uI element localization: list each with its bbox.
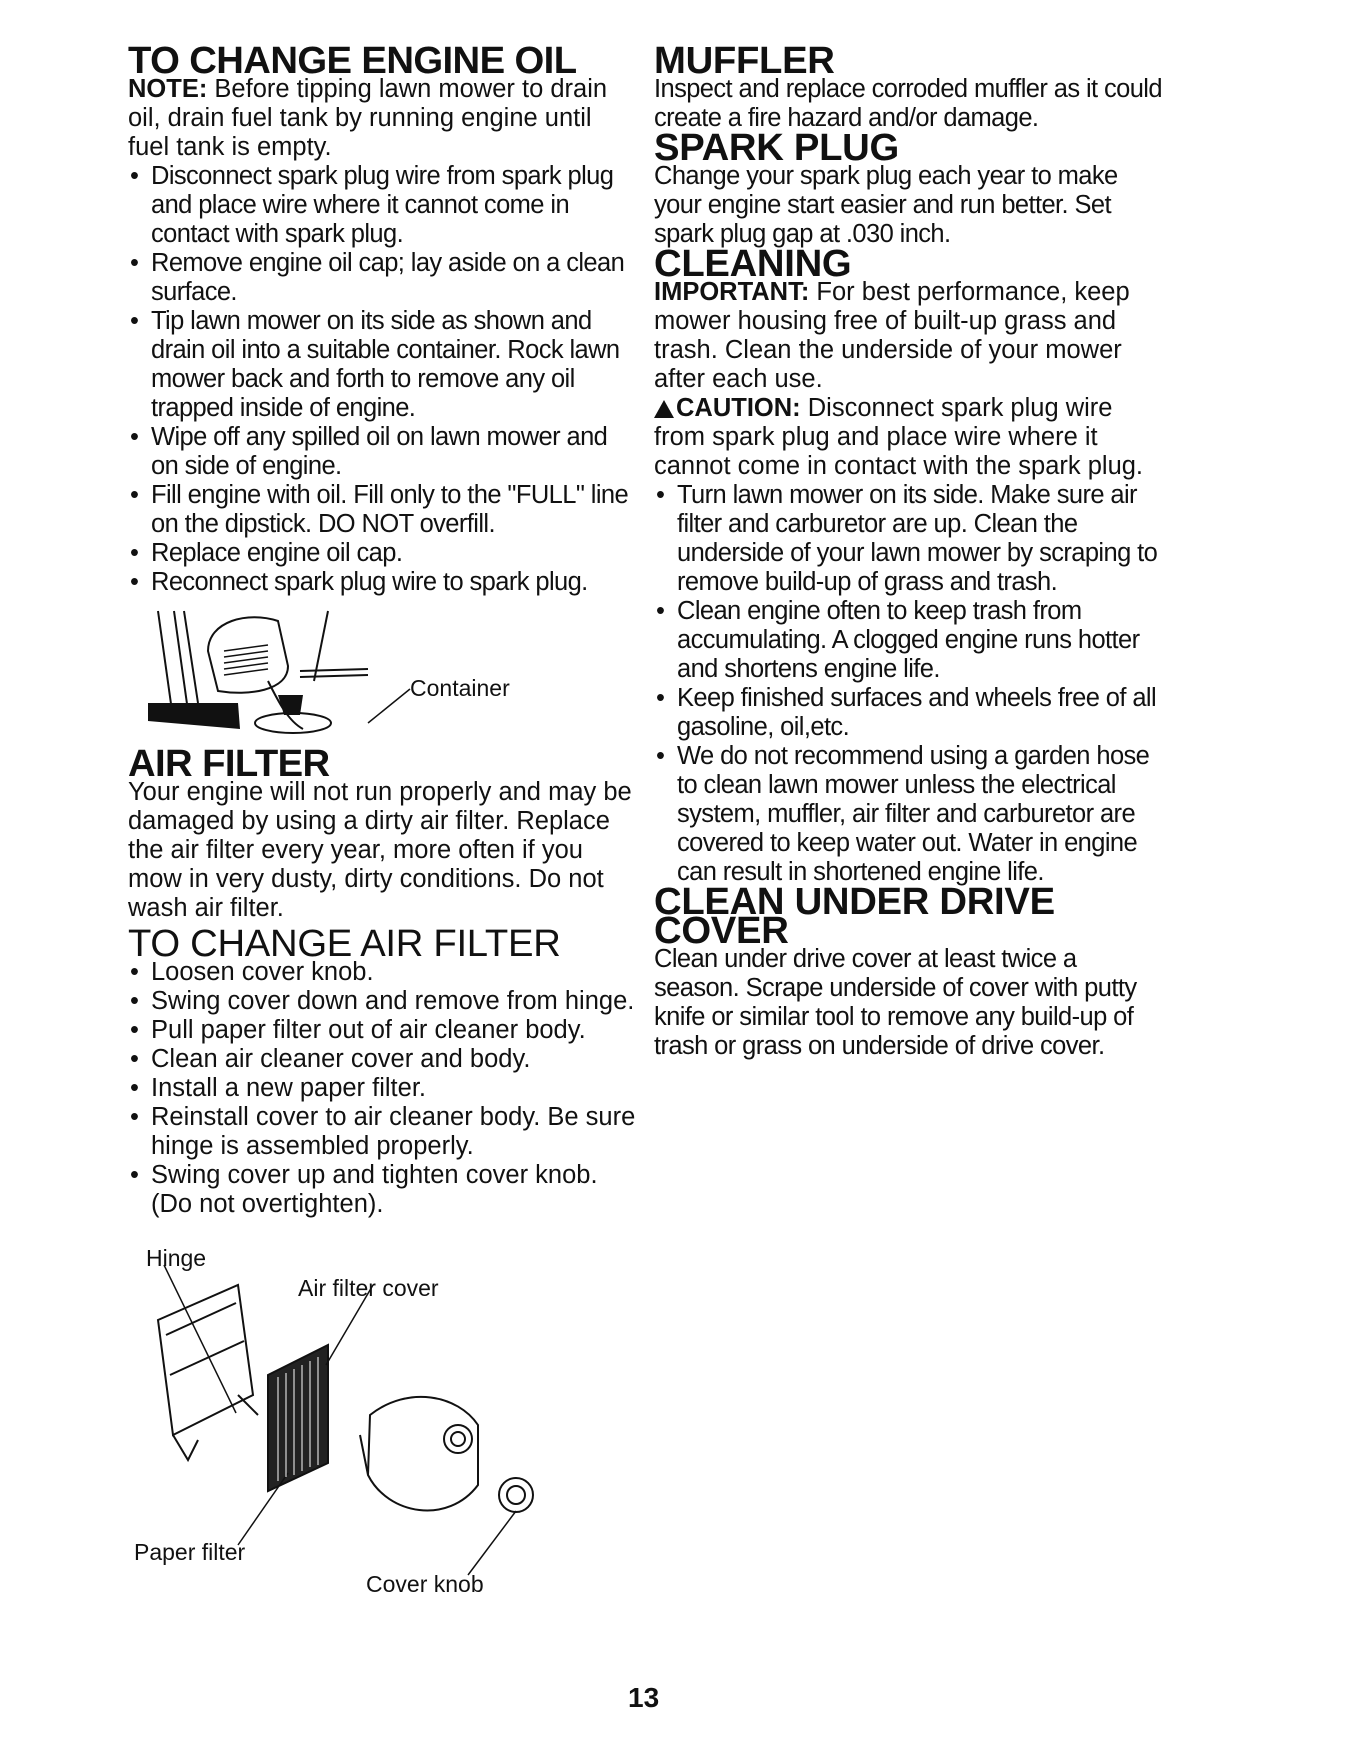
right-column xyxy=(654,39,1162,1061)
air-filter-heading: AIR FILTER xyxy=(128,742,330,785)
list-item: • Clean air cleaner cover and body. xyxy=(128,1045,638,1074)
list-item: • Swing cover up and tighten cover knob. (Do not overtighten). xyxy=(128,1161,638,1219)
filter-steps xyxy=(128,958,638,1219)
air-filter-cover-label: Air filter cover xyxy=(298,1275,439,1301)
list-item: • Wipe off any spilled oil on lawn mower and on side of engine. xyxy=(128,423,638,481)
list-item: • Pull paper filter out of air cleaner body. xyxy=(128,1016,638,1045)
cover-knob-label: Cover knob xyxy=(366,1571,484,1597)
paper-filter-label: Paper filter xyxy=(134,1539,246,1565)
list-item: • Fill engine with oil. Fill only to the "FULL" line on the dipstick. DO NOT overfill. xyxy=(128,481,638,539)
important-paragraph xyxy=(654,278,1162,394)
muffler-text: Inspect and replace corroded muffler as it could create a fire hazard and/or damage. xyxy=(654,75,1162,132)
important-text: For best performance, keep mower housing free of built-up grass and trash. Clean the underside of your mower after each use. xyxy=(654,278,1130,393)
list-item: • Swing cover down and remove from hinge. xyxy=(128,987,638,1016)
muffler-heading: MUFFLER xyxy=(654,39,835,82)
list-item: • Clean engine often to keep trash from accumulating. A clogged engine runs hotter and shortens engine life. xyxy=(654,597,1162,684)
spark-plug-text: Change your spark plug each year to make your engine start easier and run better. Set spark plug gap at .030 inch. xyxy=(654,162,1118,248)
list-item: • Turn lawn mower on its side. Make sure air filter and carburetor are up. Clean the underside of your lawn mower by scraping to remove build-up of grass and trash. xyxy=(654,481,1162,597)
warning-icon xyxy=(654,400,674,418)
list-item: • We do not recommend using a garden hose to clean lawn mower unless the electrical system, muffler, air filter and carburetor are covered to keep water out. Water in engine can result in shortened engine life. xyxy=(654,742,1162,887)
cleaning-heading: CLEANING xyxy=(654,242,852,285)
air-filter-illustration xyxy=(128,1245,638,1605)
note-text: Before tipping lawn mower to drain oil, drain fuel tank by running engine until fuel tank is empty. xyxy=(128,75,608,161)
drive-cover-text: Clean under drive cover at least twice a season. Scrape underside of cover with putty knife or similar tool to remove any build-up of trash or grass on underside of drive cover. xyxy=(654,945,1137,1060)
air-filter-text: Your engine will not run properly and may be damaged by using a dirty air filter. Replace the air filter every year, more often if you mow in very dusty, dirty conditions. Do not wash air filter. xyxy=(128,778,632,922)
caution-paragraph xyxy=(654,394,1162,481)
note-label: NOTE: xyxy=(128,75,208,103)
hinge-label: Hinge xyxy=(146,1245,207,1271)
oil-steps xyxy=(128,162,638,597)
list-item: • Tip lawn mower on its side as shown and drain oil into a suitable container. Rock lawn mower back and forth to remove any oil trapped inside of engine. xyxy=(128,307,638,423)
page-number: 13 xyxy=(628,1682,660,1713)
list-item: • Remove engine oil cap; lay aside on a clean surface. xyxy=(128,249,638,307)
caution-label: CAUTION: xyxy=(676,394,801,422)
list-item: • Reinstall cover to air cleaner body. Be sure hinge is assembled properly. xyxy=(128,1103,638,1161)
important-label: IMPORTANT: xyxy=(654,278,810,306)
list-item: • Keep finished surfaces and wheels free of all gasoline, oil,etc. xyxy=(654,684,1162,742)
change-filter-heading: TO CHANGE AIR FILTER xyxy=(128,922,561,965)
caution-text: Disconnect spark plug wire from spark plug and place wire where it cannot come in contact with the spark plug. xyxy=(654,394,1144,480)
list-item: • Install a new paper filter. xyxy=(128,1074,638,1103)
list-item: • Replace engine oil cap. xyxy=(128,539,638,568)
drive-cover-heading: CLEAN UNDER DRIVE COVER xyxy=(654,880,1055,952)
oil-note xyxy=(128,75,638,162)
cleaning-steps xyxy=(654,481,1162,887)
left-column xyxy=(128,39,638,1605)
list-item: • Reconnect spark plug wire to spark plug. xyxy=(128,568,638,597)
drain-oil-illustration xyxy=(128,611,638,739)
spark-plug-heading: SPARK PLUG xyxy=(654,126,899,169)
list-item: • Loosen cover knob. xyxy=(128,958,638,987)
list-item: • Disconnect spark plug wire from spark plug and place wire where it cannot come in contact with spark plug. xyxy=(128,162,638,249)
container-label: Container xyxy=(410,675,510,701)
oil-heading: TO CHANGE ENGINE OIL xyxy=(128,39,577,82)
